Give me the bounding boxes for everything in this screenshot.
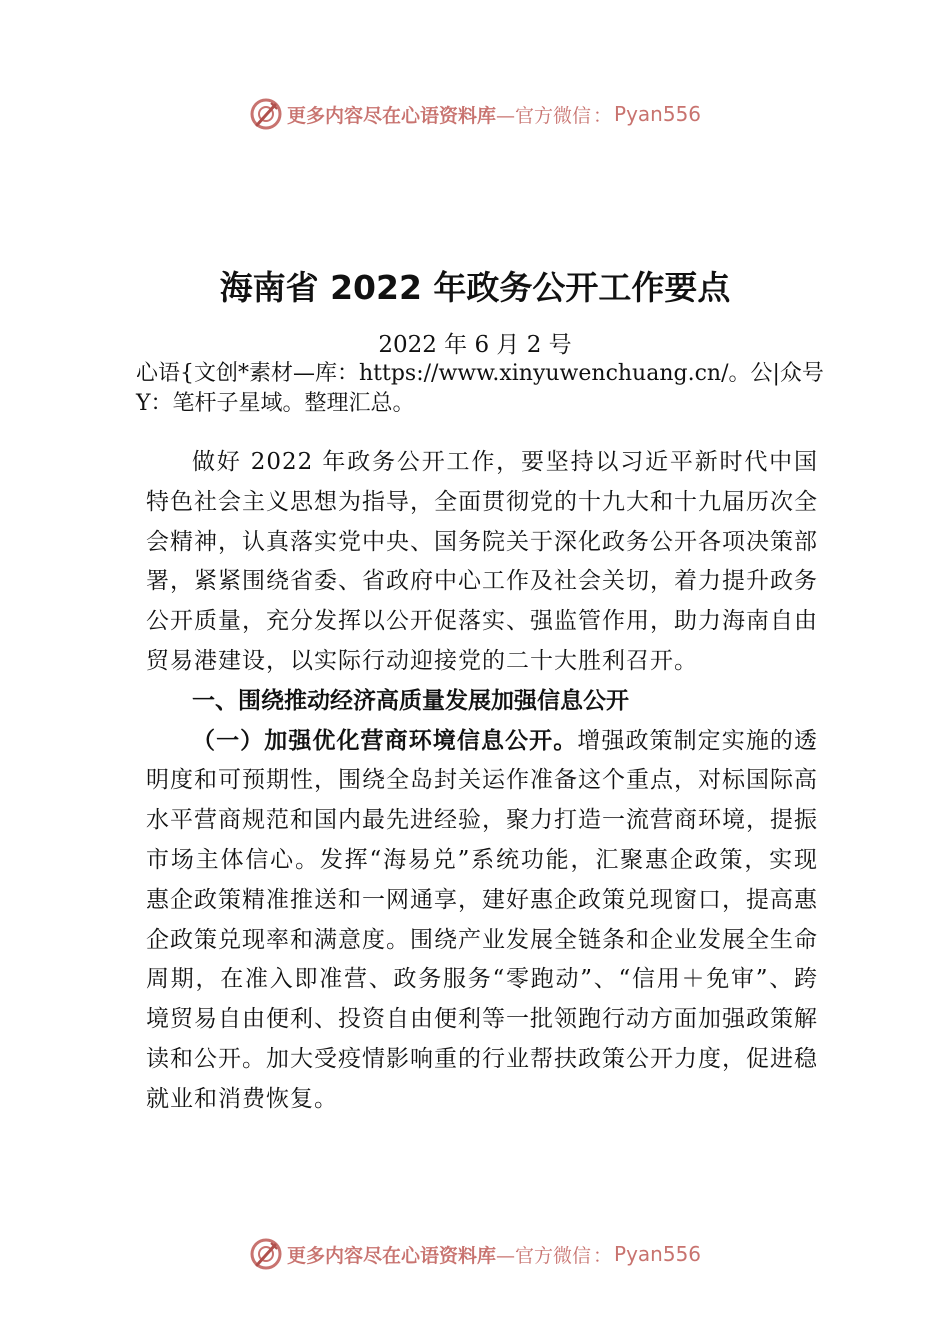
source-note: 心语{文创*素材—库：https://www.xinyuwenchuang.cn/。公|众号Y：笔杆子星域。整理汇总。: [136, 361, 824, 416]
watermark-footer: [0, 1234, 950, 1274]
watermark-colon: ：: [593, 1244, 613, 1267]
item-lead: （一）加强优化营商环境信息公开。: [192, 727, 578, 754]
intro-paragraph: 做好 2022 年政务公开工作，要坚持以习近平新时代中国特色社会主义思想为指导，全面贯彻党的十九大和十九届历次全会精神，认真落实党中央、国务院关于深化政务公开各项决策部署，紧紧围绕省委、省政府中心工作及社会关切，着力提升政务公开质量，充分发挥以公开促落实、强监管作用，助力海南自由贸易港建设，以实际行动迎接党的二十大胜利召开。: [146, 449, 818, 674]
document-title: 海南省 2022 年政务公开工作要点: [219, 268, 731, 307]
watermark-header: [0, 94, 950, 134]
watermark-wechat-id: Pyan556: [614, 102, 702, 126]
watermark-brand: 更多内容尽在心语资料库: [286, 1244, 496, 1267]
logo-icon: [249, 97, 283, 131]
watermark-colon: ：: [593, 104, 613, 127]
section-heading: 一、围绕推动经济高质量发展加强信息公开: [192, 687, 629, 714]
document-body: [146, 443, 818, 1120]
watermark-separator: —官方微信: [495, 104, 591, 127]
watermark-brand: 更多内容尽在心语资料库: [286, 104, 496, 127]
logo-icon: [249, 1237, 283, 1271]
item-paragraph: [146, 722, 818, 1120]
watermark-separator: —官方微信: [495, 1244, 591, 1267]
document-date: 2022 年 6 月 2 号: [378, 332, 572, 358]
item-body: 增强政策制定实施的透明度和可预期性，围绕全岛封关运作准备这个重点，对标国际高水平营商规范和国内最先进经验，聚力打造一流营商环境，提振市场主体信心。发挥“海易兑”系统功能，汇聚惠企政策，实现惠企政策精准推送和一网通享，建好惠企政策兑现窗口，提高惠企政策兑现率和满意度。围绕产业发展全链条和企业发展全生命周期，在准入即准营、政务服务“零跑动”、“信用＋免审”、跨境贸易自由便利、投资自由便利等一批领跑行动方面加强政策解读和公开。加大受疫情影响重的行业帮扶政策公开力度，促进稳就业和消费恢复。: [146, 727, 819, 1112]
watermark-wechat-id: Pyan556: [614, 1242, 702, 1266]
